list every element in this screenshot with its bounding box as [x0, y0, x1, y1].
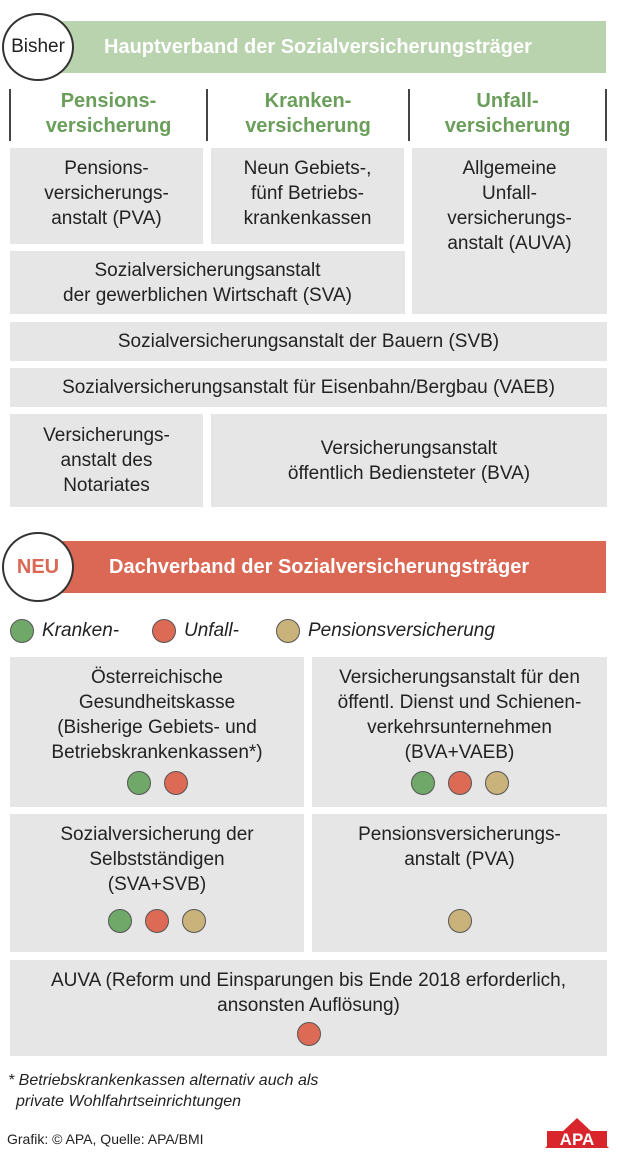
old-auva-box: [412, 148, 607, 314]
red-dot-icon: [448, 771, 472, 795]
tan-dot-icon: [182, 909, 206, 933]
legend-label: Pensionsversicherung: [308, 620, 495, 641]
legend-label: Kranken-: [42, 620, 120, 641]
text-line: Sozialversicherung der: [60, 824, 254, 845]
old-sva-box: [10, 251, 405, 314]
footnote: [8, 1070, 318, 1112]
text-line: verkehrsunternehmen: [367, 717, 552, 738]
green-dot-icon: [108, 909, 132, 933]
text-line: Sozialversicherungsanstalt: [94, 259, 321, 281]
text-line: fünf Betriebs-: [250, 183, 364, 204]
text-line: anstalt (AUVA): [447, 233, 572, 254]
red-dot-icon: [164, 771, 188, 795]
apa-logo-text: APA: [559, 1130, 595, 1148]
text-line: Versicherungsanstalt für den: [339, 667, 580, 688]
column-header-accident: [410, 89, 605, 139]
bva-vaeb-dots: [312, 771, 607, 795]
pva-dots: [312, 909, 607, 933]
text-line: Notariates: [63, 475, 150, 496]
text-line: (Bisherige Gebiets- und: [57, 717, 257, 738]
text-line: Unfall-: [482, 183, 537, 204]
legend-item-health: [10, 619, 119, 643]
text-line: Sozialversicherungsanstalt der Bauern (SVB): [117, 331, 500, 352]
ogk-dots: [10, 771, 304, 795]
text-line: (BVA+VAEB): [404, 742, 515, 763]
auva-dots: [10, 1022, 607, 1046]
text-line: AUVA (Reform und Einsparungen bis Ende 2018 erforderlich,: [50, 970, 567, 991]
old-vaeb-box: [10, 368, 607, 407]
text-line: (SVA+SVB): [107, 874, 207, 895]
tan-dot-icon: [276, 619, 300, 643]
text-line: öffentl. Dienst und Schienen-: [337, 692, 582, 713]
text-line: der gewerblichen Wirtschaft (SVA): [63, 284, 352, 306]
text-line: ansonsten Auflösung): [217, 995, 400, 1016]
column-header-line: versicherung: [245, 115, 371, 137]
tan-dot-icon: [448, 909, 472, 933]
text-line: krankenkassen: [243, 208, 372, 229]
text-line: anstalt (PVA): [404, 849, 515, 870]
footnote-line: * Betriebskrankenkassen alternativ auch als: [8, 1072, 319, 1089]
legend-label: Unfall-: [184, 620, 239, 641]
red-dot-icon: [152, 619, 176, 643]
svs-dots: [10, 909, 304, 933]
text-line: anstalt des: [60, 450, 153, 471]
text-line: öffentlich Bediensteter (BVA): [287, 462, 531, 484]
old-kk-box: [211, 148, 404, 244]
new-badge: [2, 532, 74, 602]
green-dot-icon: [411, 771, 435, 795]
text-line: Pensionsversicherungs-: [358, 824, 561, 845]
apa-logo: [545, 1118, 609, 1148]
text-line: Allgemeine: [462, 158, 557, 179]
green-dot-icon: [127, 771, 151, 795]
legend-item-pension: [276, 619, 495, 643]
text-line: Gesundheitskasse: [78, 692, 236, 713]
text-line: versicherungs-: [447, 208, 572, 229]
old-badge-label: Bisher: [11, 36, 65, 57]
old-banner-title: Hauptverband der Sozialversicherungsträger: [104, 35, 532, 58]
new-badge-label: NEU: [16, 555, 60, 578]
column-header-line: versicherung: [444, 115, 571, 137]
red-dot-icon: [297, 1022, 321, 1046]
text-line: Versicherungsanstalt: [320, 437, 498, 459]
old-pva-box: [10, 148, 203, 244]
old-notariat-box: [10, 414, 203, 507]
text-line: anstalt (PVA): [51, 208, 162, 229]
apa-logo-mark: [545, 1118, 609, 1148]
new-banner-title: Dachverband der Sozialversicherungsträger: [109, 555, 530, 578]
source-credit: Grafik: © APA, Quelle: APA/BMI: [7, 1131, 204, 1147]
column-header-pension: [11, 89, 206, 139]
old-svb-box: [10, 322, 607, 361]
column-header-line: Kranken-: [264, 90, 352, 112]
text-line: Sozialversicherungsanstalt für Eisenbahn/Bergbau (VAEB): [62, 377, 555, 398]
legend-item-accident: [152, 619, 239, 643]
old-banner: [14, 21, 606, 73]
column-header-line: Unfall-: [476, 90, 539, 112]
text-line: Versicherungs-: [43, 425, 170, 446]
old-badge: [2, 13, 74, 81]
column-divider: [605, 89, 607, 141]
column-header-line: versicherung: [45, 115, 172, 137]
tan-dot-icon: [485, 771, 509, 795]
text-line: versicherungs-: [44, 183, 169, 204]
text-line: Neun Gebiets-,: [243, 158, 372, 179]
column-header-health: [208, 89, 408, 139]
text-line: Pensions-: [64, 158, 149, 179]
red-dot-icon: [145, 909, 169, 933]
text-line: Betriebskrankenkassen*): [51, 742, 263, 763]
green-dot-icon: [10, 619, 34, 643]
column-header-line: Pensions-: [60, 90, 157, 112]
footnote-line: private Wohlfahrtseinrichtungen: [16, 1093, 242, 1110]
new-banner: [14, 541, 606, 593]
text-line: Selbstständigen: [89, 849, 225, 870]
old-bva-box: [211, 414, 607, 507]
text-line: Österreichische: [91, 667, 223, 688]
